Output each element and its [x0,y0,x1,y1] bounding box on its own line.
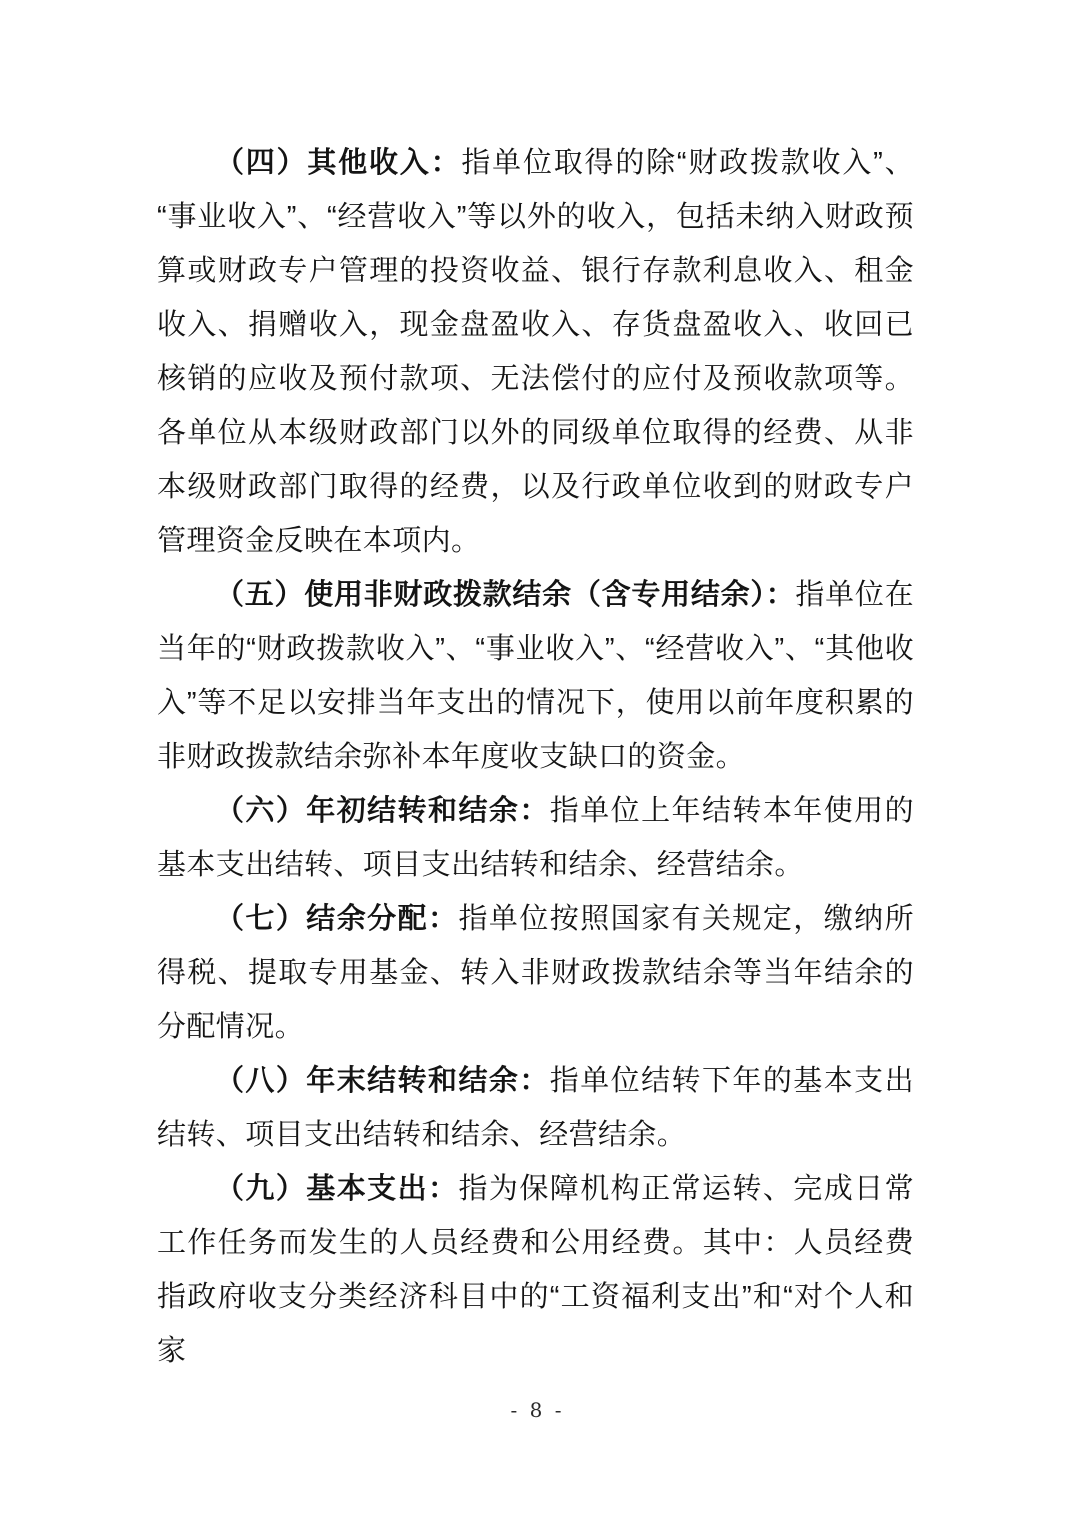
paragraph-8-year-end-carryover [157,1054,914,1162]
page-number: - 8 - [510,1398,565,1422]
paragraph-label: （九）基本支出： [215,1173,459,1205]
paragraph-text: 指单位上年结转本年使用的基本支出结转、项目支出结转和结余、经营结余。 [157,795,914,881]
paragraph-9-basic-expenditure [157,1162,914,1378]
paragraph-text: 指单位取得的除“财政拨款收入”、“事业收入”、“经营收入”等以外的收入，包括未纳入财政预算或财政专户管理的投资收益、银行存款利息收入、租金收入、捐赠收入，现金盘盈收入、存货盘盈收入、收回已核销的应收及预付款项、无法偿付的应付及预收款项等。各单位从本级财政部门以外的同级单位取得的经费、从非本级财政部门取得的经费，以及行政单位收到的财政专户管理资金反映在本项内。 [157,147,914,557]
paragraph-text: 指为保障机构正常运转、完成日常工作任务而发生的人员经费和公用经费。其中：人员经费指政府收支分类经济科目中的“工资福利支出”和“对个人和家 [157,1173,914,1367]
paragraph-label: （五）使用非财政拨款结余（含专用结余）： [215,579,796,611]
paragraph-4-other-income [157,136,914,568]
paragraph-label: （八）年末结转和结余： [215,1065,550,1097]
paragraph-text: 指单位结转下年的基本支出结转、项目支出结转和结余、经营结余。 [157,1065,914,1151]
paragraph-text: 指单位在当年的“财政拨款收入”、“事业收入”、“经营收入”、“其他收入”等不足以安排当年支出的情况下，使用以前年度积累的非财政拨款结余弥补本年度收支缺口的资金。 [157,579,914,773]
document-body [157,136,914,1378]
paragraph-text: 指单位按照国家有关规定，缴纳所得税、提取专用基金、转入非财政拨款结余等当年结余的分配情况。 [157,903,914,1043]
paragraph-6-year-begin-carryover [157,784,914,892]
paragraph-5-non-fiscal-surplus [157,568,914,784]
paragraph-7-surplus-distribution [157,892,914,1054]
paragraph-label: （六）年初结转和结余： [215,795,550,827]
paragraph-label: （七）结余分配： [215,903,459,935]
paragraph-label: （四）其他收入： [215,147,462,179]
